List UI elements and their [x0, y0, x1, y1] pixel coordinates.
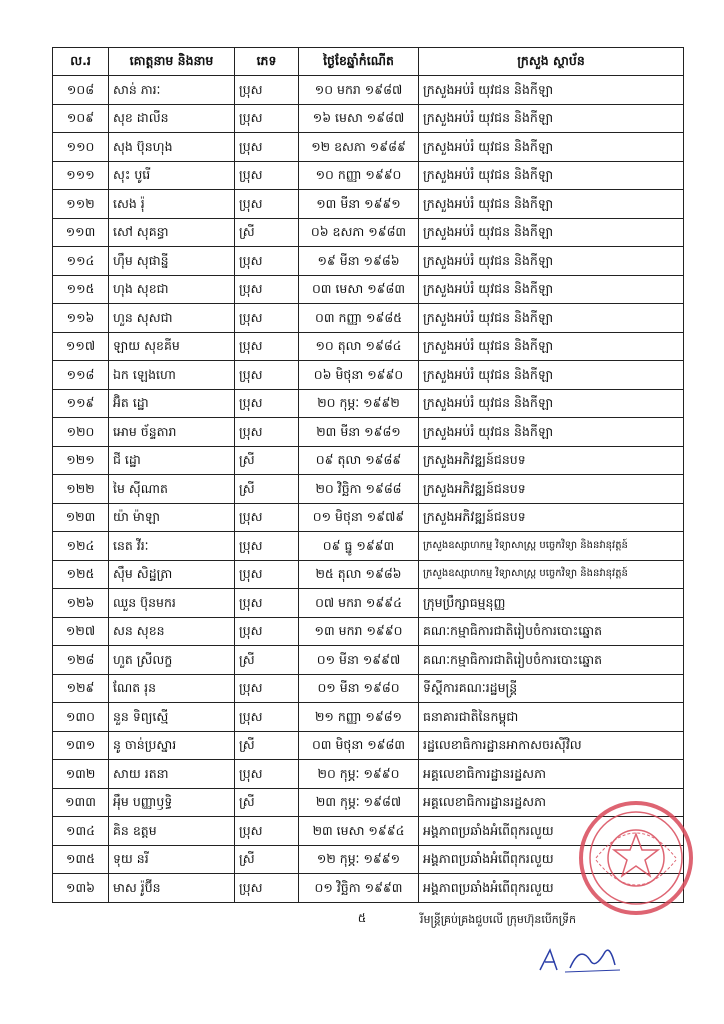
cell-sex: ប្រុស	[235, 161, 299, 190]
cell-ministry: ក្រុមប្រឹក្សាធម្មនុញ្ញ	[419, 589, 684, 618]
cell-dob: ០១ មីនា ១៩៨០	[299, 674, 419, 703]
header-no: ល.រ	[53, 48, 109, 76]
cell-no: ១១០	[53, 133, 109, 162]
cell-dob: ២១ កញ្ញា ១៩៨១	[299, 703, 419, 732]
table-row	[53, 133, 684, 162]
cell-name: ហួត ស្រីលក្ខ	[109, 646, 235, 675]
table-row	[53, 760, 684, 789]
table-row	[53, 703, 684, 732]
header-sex: ភេទ	[235, 48, 299, 76]
cell-sex: ស្រី	[235, 218, 299, 247]
cell-no: ១១៥	[53, 275, 109, 304]
header-ministry: ក្រសួង ស្ថាប័ន	[419, 48, 684, 76]
cell-ministry: ក្រសួងអប់រំ យុវជន និងកីឡា	[419, 304, 684, 333]
cell-sex: ប្រុស	[235, 304, 299, 333]
cell-ministry: អង្គភាពប្រឆាំងអំពើពុករលួយ	[419, 874, 684, 903]
cell-dob: ០៣ កញ្ញា ១៩៨៥	[299, 304, 419, 333]
official-seal	[576, 798, 696, 918]
header-name: គោត្តនាម និងនាម	[109, 48, 235, 76]
cell-dob: ០៩ តុលា ១៩៨៩	[299, 446, 419, 475]
table-row	[53, 104, 684, 133]
cell-no: ១២៤	[53, 532, 109, 561]
table-row	[53, 646, 684, 675]
cell-no: ១២៧	[53, 617, 109, 646]
cell-no: ១២៩	[53, 674, 109, 703]
cell-ministry: ក្រសួងអប់រំ យុវជន និងកីឡា	[419, 418, 684, 447]
cell-name: មៃ ស៊ីណាត	[109, 475, 235, 504]
cell-ministry: គណៈកម្មាធិការជាតិរៀបចំការបោះឆ្នោត	[419, 646, 684, 675]
cell-no: ១០៨	[53, 76, 109, 105]
cell-sex: ប្រុស	[235, 418, 299, 447]
table-row	[53, 275, 684, 304]
cell-name: គិន ឧត្តម	[109, 817, 235, 846]
table-row	[53, 617, 684, 646]
table-row	[53, 389, 684, 418]
cell-sex: ស្រី	[235, 646, 299, 675]
cell-no: ១២៣	[53, 503, 109, 532]
cell-ministry: អគ្គលេខាធិការដ្ឋានរដ្ឋសភា	[419, 760, 684, 789]
table-row	[53, 589, 684, 618]
cell-dob: ២០ កុម្ភៈ ១៩៩០	[299, 760, 419, 789]
cell-name: សន សុខន	[109, 617, 235, 646]
cell-sex: ស្រី	[235, 731, 299, 760]
table-row	[53, 247, 684, 276]
cell-no: ១២៨	[53, 646, 109, 675]
cell-ministry: ក្រសួងអភិវឌ្ឍន៍ជនបទ	[419, 503, 684, 532]
cell-dob: ១០ កញ្ញា ១៩៩០	[299, 161, 419, 190]
cell-ministry: អង្គភាពប្រឆាំងអំពើពុករលួយ	[419, 817, 684, 846]
cell-ministry: ក្រសួងអប់រំ យុវជន និងកីឡា	[419, 190, 684, 219]
cell-no: ១១៨	[53, 361, 109, 390]
cell-name: ហុង សុខជា	[109, 275, 235, 304]
cell-no: ១២៥	[53, 560, 109, 589]
cell-ministry: ក្រសួងអភិវឌ្ឍន៍ជនបទ	[419, 475, 684, 504]
cell-dob: ១៣ មករា ១៩៩០	[299, 617, 419, 646]
cell-sex: ប្រុស	[235, 674, 299, 703]
table-row	[53, 503, 684, 532]
cell-sex: ប្រុស	[235, 532, 299, 561]
cell-sex: ប្រុស	[235, 560, 299, 589]
header-row	[53, 48, 684, 76]
cell-no: ១១២	[53, 190, 109, 219]
cell-dob: ១០ តុលា ១៩៨៤	[299, 332, 419, 361]
table-row	[53, 532, 684, 561]
cell-ministry: ក្រសួងអភិវឌ្ឍន៍ជនបទ	[419, 446, 684, 475]
cell-dob: ១៣ មីនា ១៩៩១	[299, 190, 419, 219]
table-row	[53, 218, 684, 247]
cell-ministry: ក្រសួងឧស្សាហកម្ម វិទ្យាសាស្ត្រ បច្ចេកវិទ្យា និងនវានុវត្តន៍	[419, 560, 684, 589]
cell-sex: ប្រុស	[235, 361, 299, 390]
table-row	[53, 304, 684, 333]
cell-name: នេត វីរៈ	[109, 532, 235, 561]
cell-sex: ស្រី	[235, 845, 299, 874]
cell-name: ឈួន ប៊ុនមករ	[109, 589, 235, 618]
cell-sex: ប្រុស	[235, 332, 299, 361]
cell-name: ណែត រុន	[109, 674, 235, 703]
cell-dob: ០១ វិច្ឆិកា ១៩៩៣	[299, 874, 419, 903]
cell-dob: ១២ កុម្ភៈ ១៩៩១	[299, 845, 419, 874]
table-row	[53, 332, 684, 361]
table-row	[53, 418, 684, 447]
cell-dob: ២៣ កុម្ភៈ ១៩៨៧	[299, 788, 419, 817]
cell-ministry: ក្រសួងអប់រំ យុវជន និងកីឡា	[419, 133, 684, 162]
cell-dob: ១៩ មីនា ១៩៨៦	[299, 247, 419, 276]
cell-no: ១២២	[53, 475, 109, 504]
cell-no: ១២០	[53, 418, 109, 447]
cell-dob: ១៦ មេសា ១៩៨៧	[299, 104, 419, 133]
cell-dob: ០៧ មករា ១៩៩៤	[299, 589, 419, 618]
cell-no: ១៣៤	[53, 817, 109, 846]
cell-sex: ប្រុស	[235, 133, 299, 162]
cell-name: ឯក ឡេងហោ	[109, 361, 235, 390]
cell-ministry: ក្រសួងអប់រំ យុវជន និងកីឡា	[419, 275, 684, 304]
table-row	[53, 475, 684, 504]
cell-ministry: ធនាគារជាតិនៃកម្ពុជា	[419, 703, 684, 732]
cell-sex: ប្រុស	[235, 589, 299, 618]
cell-ministry: គណៈកម្មាធិការជាតិរៀបចំការបោះឆ្នោត	[419, 617, 684, 646]
cell-no: ១៣២	[53, 760, 109, 789]
cell-name: មាស រ៉ូប៊ីន	[109, 874, 235, 903]
cell-dob: ០៣ មិថុនា ១៩៨៣	[299, 731, 419, 760]
cell-name: សាន់ ភារៈ	[109, 76, 235, 105]
personnel-table	[52, 47, 684, 903]
cell-name: សុង ប៊ុនហុង	[109, 133, 235, 162]
cell-sex: ប្រុស	[235, 76, 299, 105]
cell-dob: ០១ មីនា ១៩៩៧	[299, 646, 419, 675]
table-row	[53, 560, 684, 589]
cell-ministry: ក្រសួងអប់រំ យុវជន និងកីឡា	[419, 361, 684, 390]
cell-no: ១៣០	[53, 703, 109, 732]
cell-name: ឡាយ សុខគីម	[109, 332, 235, 361]
cell-ministry: ក្រសួងអប់រំ យុវជន និងកីឡា	[419, 332, 684, 361]
cell-dob: ២០ វិច្ឆិកា ១៩៨៨	[299, 475, 419, 504]
cell-no: ១១៦	[53, 304, 109, 333]
cell-name: ហួន សុសជា	[109, 304, 235, 333]
cell-name: ស៊ឹម សិដ្ឋត្រា	[109, 560, 235, 589]
cell-ministry: ទីស្ដីការគណៈរដ្ឋមន្ត្រី	[419, 674, 684, 703]
cell-sex: ប្រុស	[235, 503, 299, 532]
cell-ministry: ក្រសួងអប់រំ យុវជន និងកីឡា	[419, 161, 684, 190]
cell-no: ១២១	[53, 446, 109, 475]
cell-name: សុះ បូរេី	[109, 161, 235, 190]
cell-sex: ប្រុស	[235, 104, 299, 133]
cell-sex: ប្រុស	[235, 760, 299, 789]
signature-scribble	[535, 940, 625, 980]
cell-dob: ០៩ ធ្នូ ១៩៩៣	[299, 532, 419, 561]
cell-name: អោម ច័ន្ទតារា	[109, 418, 235, 447]
cell-no: ១១៧	[53, 332, 109, 361]
table-row	[53, 361, 684, 390]
cell-no: ១៣១	[53, 731, 109, 760]
cell-ministry: ក្រសួងឧស្សាហកម្ម វិទ្យាសាស្ត្រ បច្ចេកវិទ្យា និងនវានុវត្តន៍	[419, 532, 684, 561]
cell-dob: ០១ មិថុនា ១៩៧៩	[299, 503, 419, 532]
cell-name: នួន ទិព្យស្មើ	[109, 703, 235, 732]
table-row	[53, 731, 684, 760]
cell-no: ១៣៣	[53, 788, 109, 817]
table-row	[53, 674, 684, 703]
cell-sex: ស្រី	[235, 475, 299, 504]
cell-dob: ១២ ឧសភា ១៩៨៩	[299, 133, 419, 162]
cell-name: សាយ រតនា	[109, 760, 235, 789]
cell-ministry: ក្រសួងអប់រំ យុវជន និងកីឡា	[419, 104, 684, 133]
cell-dob: ០៣ មេសា ១៩៨៣	[299, 275, 419, 304]
cell-dob: ១០ មករា ១៩៨៧	[299, 76, 419, 105]
cell-name: ទុយ នរី	[109, 845, 235, 874]
cell-name: ជី ដ្ឋោ	[109, 446, 235, 475]
cell-no: ១១៣	[53, 218, 109, 247]
cell-sex: ប្រុស	[235, 275, 299, 304]
cell-name: អុឹម បញ្ញាឫទ្ធិ	[109, 788, 235, 817]
cell-name: នូ ចាន់ប្រស្នារ	[109, 731, 235, 760]
cell-ministry: រដ្ឋលេខាធិការដ្ឋានអាកាសចរស៊ីវិល	[419, 731, 684, 760]
cell-dob: ២០ កុម្ភៈ ១៩៩២	[299, 389, 419, 418]
cell-sex: ប្រុស	[235, 617, 299, 646]
cell-ministry: ក្រសួងអប់រំ យុវជន និងកីឡា	[419, 389, 684, 418]
cell-name: សៅ សុគន្ធា	[109, 218, 235, 247]
cell-dob: ២៣ មេសា ១៩៩៤	[299, 817, 419, 846]
cell-name: សុខ ដាលីន	[109, 104, 235, 133]
cell-sex: ប្រុស	[235, 817, 299, 846]
cell-dob: ២៥ តុលា ១៩៨៦	[299, 560, 419, 589]
cell-name: អ៊ិត ដ្ឋោ	[109, 389, 235, 418]
cell-no: ១០៩	[53, 104, 109, 133]
header-dob: ថ្ងៃខែឆ្នាំកំណើត	[299, 48, 419, 76]
table-body	[53, 76, 684, 903]
cell-no: ១២៦	[53, 589, 109, 618]
cell-sex: ប្រុស	[235, 874, 299, 903]
cell-name: យ៉ា ម៉ាឡា	[109, 503, 235, 532]
table-row	[53, 161, 684, 190]
cell-sex: ប្រុស	[235, 247, 299, 276]
table-header	[53, 48, 684, 76]
cell-no: ១១១	[53, 161, 109, 190]
cell-sex: ស្រី	[235, 788, 299, 817]
table-row	[53, 190, 684, 219]
cell-sex: ប្រុស	[235, 703, 299, 732]
cell-sex: ប្រុស	[235, 389, 299, 418]
cell-dob: ២៣ មីនា ១៩៨១	[299, 418, 419, 447]
cell-name: ហ៊ឹម សុផាន្នី	[109, 247, 235, 276]
page-number: ៥	[357, 911, 367, 925]
cell-ministry: ក្រសួងអប់រំ យុវជន និងកីឡា	[419, 218, 684, 247]
cell-ministry: អង្គភាពប្រឆាំងអំពើពុករលួយ	[419, 845, 684, 874]
cell-ministry: ក្រសួងអប់រំ យុវជន និងកីឡា	[419, 76, 684, 105]
cell-no: ១១៩	[53, 389, 109, 418]
table-row	[53, 446, 684, 475]
cell-ministry: ក្រសួងអប់រំ យុវជន និងកីឡា	[419, 247, 684, 276]
cell-sex: ប្រុស	[235, 190, 299, 219]
cell-ministry: អគ្គលេខាធិការដ្ឋានរដ្ឋសភា	[419, 788, 684, 817]
cell-no: ១១៤	[53, 247, 109, 276]
cell-dob: ០៦ មិថុនា ១៩៩០	[299, 361, 419, 390]
cell-no: ១៣៦	[53, 874, 109, 903]
cell-sex: ស្រី	[235, 446, 299, 475]
cell-dob: ០៦ ឧសភា ១៩៨៣	[299, 218, 419, 247]
signer-title: រីមន្ត្រីគ្រប់គ្រងជួបលើ ក្រុមហ៊ុនបើកទ្រីក	[420, 913, 577, 926]
table-row	[53, 76, 684, 105]
cell-name: សេង រ៉ុ	[109, 190, 235, 219]
cell-no: ១៣៥	[53, 845, 109, 874]
